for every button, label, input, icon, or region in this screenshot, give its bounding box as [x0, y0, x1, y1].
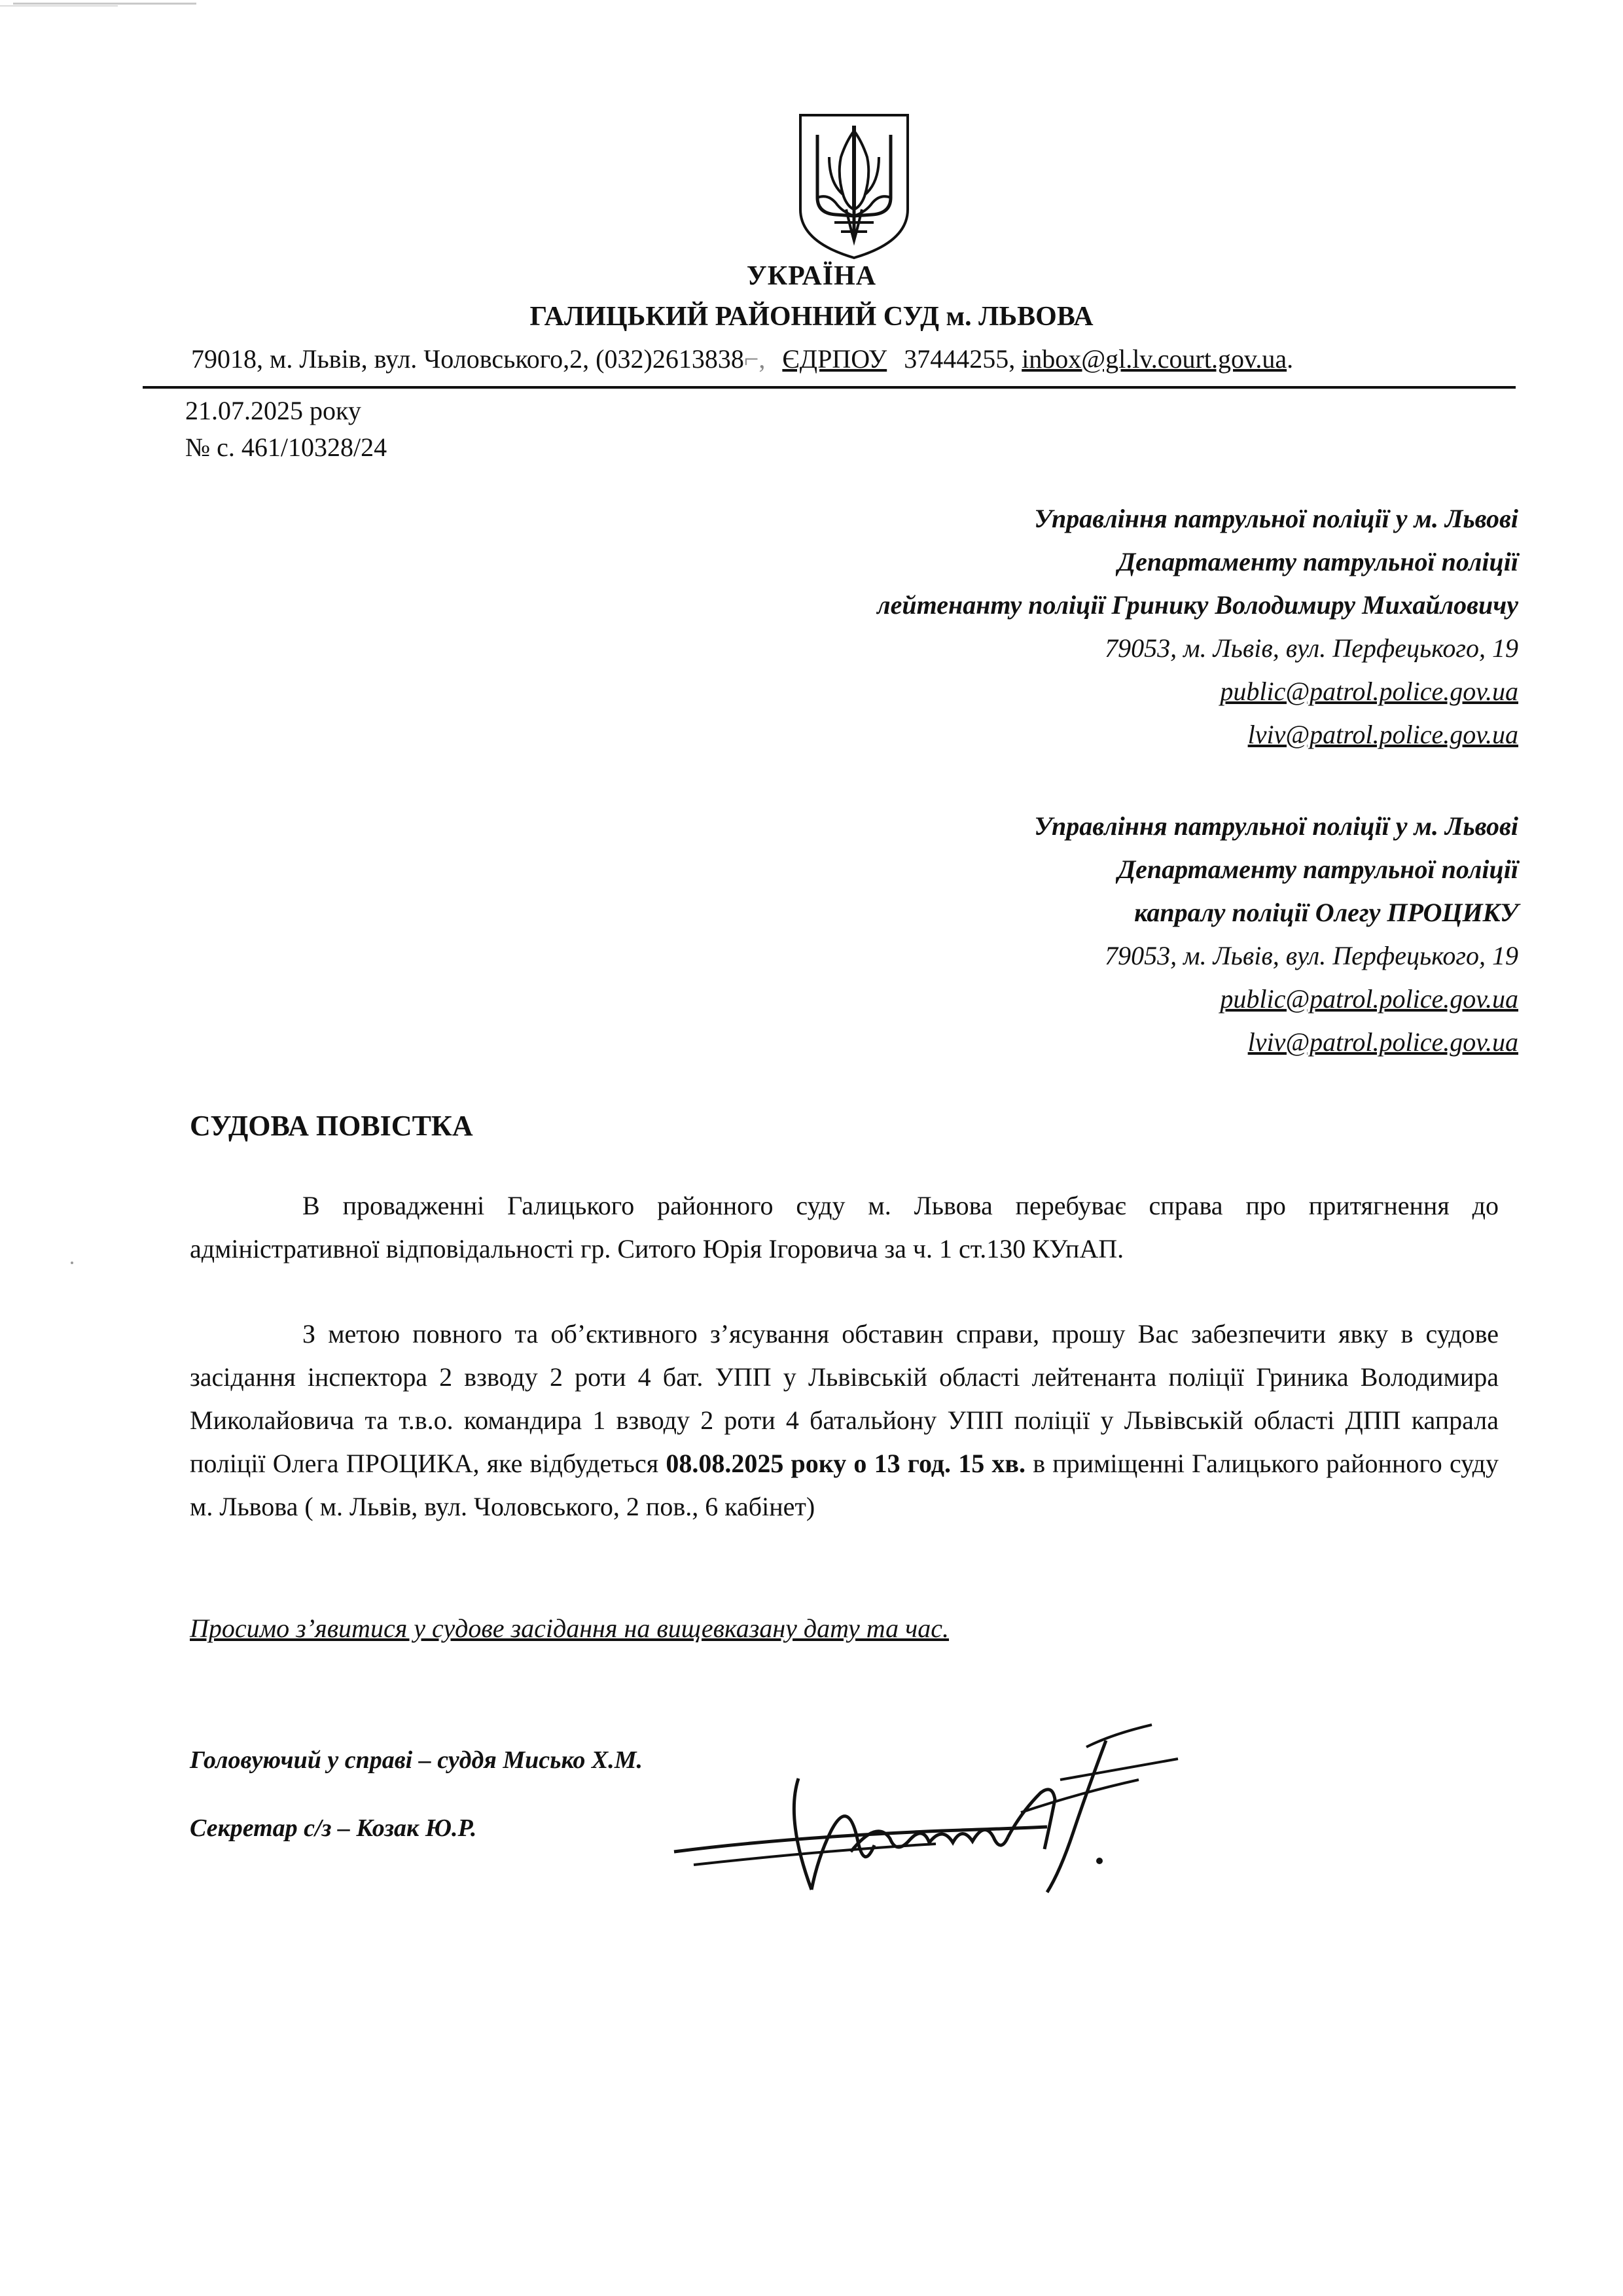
header-divider — [143, 386, 1516, 389]
recipient-line: лейтенанту поліції Гринику Володимиру Михайловичу — [877, 590, 1518, 620]
scan-artifact — [13, 3, 196, 5]
body-paragraph: В провадженні Галицького районного суду м. Львова перебуває справа про притягнення до адміністративної відповідальності гр. Ситого Юрія Ігоровича за ч. 1 ст.130 КУпАП. — [190, 1191, 1499, 1263]
court-contacts — [191, 344, 1539, 374]
body-text: в приміщенні Галицького районного суду м. Львова ( м. Львів, вул. Чоловського, 2 пов., 6 кабінет) — [190, 1449, 1499, 1521]
case-number: № с. 461/10328/24 — [185, 433, 387, 462]
recipient-line: Департаменту патрульної поліції — [1117, 855, 1518, 884]
scan-speck — [71, 1262, 73, 1264]
scan-artifact — [0, 5, 118, 7]
edrpou-value: 37444255, — [904, 344, 1016, 374]
summons-date: 21.07.2025 року — [185, 396, 361, 425]
edrpou-label: ЄДРПОУ — [782, 344, 887, 374]
body-paragraph — [190, 1313, 1499, 1528]
recipient-line: Управління патрульної поліції у м. Львові — [1034, 504, 1518, 533]
recipient-line: капралу поліції Олегу ПРОЦИКУ — [1134, 898, 1518, 927]
phone-tail-mark: ⌐, — [743, 344, 766, 374]
recipient-email[interactable]: lviv@patrol.police.gov.ua — [1247, 1027, 1518, 1057]
court-email[interactable]: inbox@gl.lv.court.gov.ua — [1022, 344, 1287, 374]
document-title: СУДОВА ПОВІСТКА — [190, 1110, 473, 1142]
body-text: З метою повного та об’єктивного з’ясування обставин справи, прошу Вас забезпечити явку в судове засідання інспектора 2 взводу 2 роти 4 бат. УПП у Львівській області лейтенанта поліції Гриника Володимира Миколайовича та т.в.о. командира 1 взводу 2 роти 4 батальйону УПП поліції у Львівській області ДПП капрала поліції Олега ПРОЦИКА, яке відбудеться — [190, 1319, 1499, 1478]
recipient-email[interactable]: lviv@patrol.police.gov.ua — [1247, 720, 1518, 749]
country-name: УКРАЇНА — [746, 261, 877, 291]
recipient-email[interactable]: public@patrol.police.gov.ua — [1220, 677, 1518, 706]
court-name: ГАЛИЦЬКИЙ РАЙОННИЙ СУД м. ЛЬВОВА — [529, 302, 1094, 332]
recipient-block — [340, 805, 1518, 1064]
hearing-datetime: 08.08.2025 року о 13 год. 15 хв. — [666, 1449, 1026, 1478]
email-period: . — [1287, 344, 1294, 374]
recipient-address: 79053, м. Львів, вул. Перфецького, 19 — [1105, 633, 1518, 663]
handwritten-signature — [654, 1721, 1217, 1904]
recipient-email[interactable]: public@patrol.police.gov.ua — [1220, 984, 1518, 1014]
secretary-signature-line: Секретар с/з – Козак Ю.Р. — [190, 1814, 477, 1842]
court-address-phone: 79018, м. Львів, вул. Чоловського,2, (032)2613838 — [191, 344, 744, 374]
judge-signature-line: Головуючий у справі – суддя Мисько Х.М. — [190, 1746, 643, 1774]
recipient-address: 79053, м. Львів, вул. Перфецького, 19 — [1105, 941, 1518, 970]
coat-of-arms-icon — [795, 111, 913, 262]
closing-request: Просимо з’явитися у судове засідання на вищевказану дату та час. — [190, 1614, 950, 1643]
recipient-line: Управління патрульної поліції у м. Львові — [1034, 811, 1518, 841]
recipient-line: Департаменту патрульної поліції — [1117, 547, 1518, 576]
recipient-block — [340, 497, 1518, 756]
